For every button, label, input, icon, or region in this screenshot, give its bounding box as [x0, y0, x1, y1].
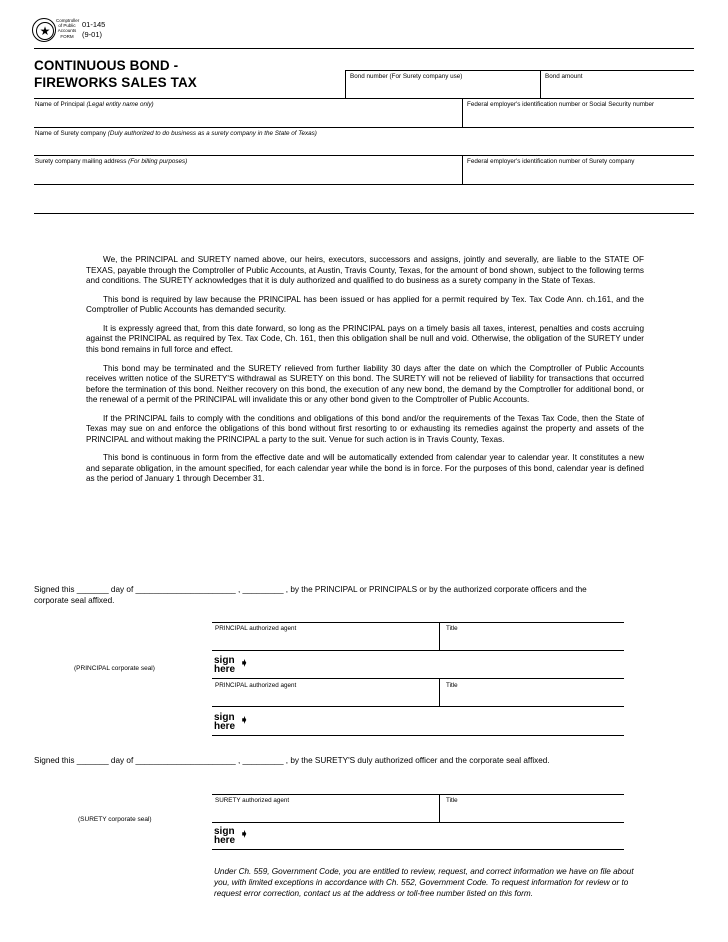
principal-title-field-2[interactable]: Title: [446, 682, 458, 689]
bond-terms: [86, 255, 644, 493]
terms-paragraph: If the PRINCIPAL fails to comply with the conditions and obligations of this bond and/or the requirements of the Texas Tax Code, then the State of Texas may sue on and enforce the obligations of this bond without first resorting to or exhausting its remedies against the property and assets of the PRINCIPAL and without making the PRINCIPAL a party to the suit. Venue for such action is in Travis County, Texas.: [86, 413, 644, 444]
surety-name-field[interactable]: Name of Surety company (Duly authorized to do business as a surety company in the State of Texas): [35, 130, 317, 137]
sign-here-marker: sign here ➧: [214, 712, 249, 732]
top-rule: [34, 48, 694, 49]
state-seal: [32, 18, 56, 42]
form-title: CONTINUOUS BOND - FIREWORKS SALES TAX: [34, 58, 197, 90]
principal-agent-field[interactable]: PRINCIPAL authorized agent: [215, 625, 297, 632]
terms-paragraph: This bond is required by law because the PRINCIPAL has been issued or has applied for a permit required by Tex. Tax Code Ann. ch.161, and the Comptroller of Public Accounts has demanded security.: [86, 294, 644, 315]
principal-name-field[interactable]: Name of Principal (Legal entity name only): [35, 101, 154, 108]
arrow-right-icon: ➧: [240, 829, 249, 840]
privacy-notice: Under Ch. 559, Government Code, you are entitled to review, request, and correct information we have on file about you, with limited exceptions in accordance with Ch. 552, Government Code. To request information for review or to request error correction, contact us at the address or toll-free number listed on this form.: [214, 867, 634, 898]
form-number: 01-145 (9-01): [82, 20, 106, 39]
sign-here-marker: sign here ➧: [214, 655, 249, 675]
arrow-right-icon: ➧: [240, 715, 249, 726]
agency-name: Comptroller of Public Accounts FORM: [56, 18, 80, 39]
surety-seal-label: (SURETY corporate seal): [78, 816, 152, 823]
principal-agent-field-2[interactable]: PRINCIPAL authorized agent: [215, 682, 297, 689]
terms-paragraph: This bond is continuous in form from the effective date and will be automatically extended from calendar year to calendar year. It constitutes a new and separate obligation, in the amount specified, for each calendar year while the bond is in force. For the purposes of this bond, calendar year is defined as the period of January 1 through December 31.: [86, 453, 644, 484]
surety-address-field[interactable]: Surety company mailing address (For billing purposes): [35, 158, 188, 165]
surety-signature-line[interactable]: [212, 849, 624, 850]
address-line-2[interactable]: [34, 213, 694, 214]
terms-paragraph: This bond may be terminated and the SURETY relieved from further liability 30 days after the date on which the Comptroller of Public Accounts receives written notice of the SURETY'S withdrawal as SURETY on this bond. The SURETY will not be relieved of liability for transactions that occurred before the termination of this bond. Neither recovery on this bond, the execution of any new bond, the demand by the Comptroller for additional bond, or the renewal of a permit of the PRINCIPAL will invalidate this or any other bond given to the Comptroller of Public Accounts.: [86, 363, 644, 405]
principal-seal-label: (PRINCIPAL corporate seal): [74, 665, 155, 672]
principal-signed-line[interactable]: Signed this _______ day of ______________________ , _________ , by the PRINCIPAL or PRINCIPALS or by the authorized corporate officers and the: [34, 585, 587, 594]
principal-title-field[interactable]: Title: [446, 625, 458, 632]
principal-signed-cont: corporate seal affixed.: [34, 596, 115, 605]
surety-title-field[interactable]: Title: [446, 797, 458, 804]
bond-number-field[interactable]: Bond number (For Surety company use): [350, 73, 463, 80]
surety-fein-field[interactable]: Federal employer's identification number of Surety company: [467, 158, 635, 165]
surety-signed-line[interactable]: Signed this _______ day of ______________________ , _________ , by the SURETY'S duly authorized officer and the corporate seal affixed.: [34, 756, 550, 765]
terms-paragraph: We, the PRINCIPAL and SURETY named above, our heirs, executors, successors and assigns, jointly and severally, are liable to the STATE OF TEXAS, payable through the Comptroller of Public Accounts, at Austin, Travis County, Texas, for the amount of bond shown, subject to the following terms and conditions. The SURETY acknowledges that it is duly authorized and qualified to do business as a surety company in the State of Texas.: [86, 255, 644, 285]
arrow-right-icon: ➧: [240, 658, 249, 669]
sign-here-marker: sign here ➧: [214, 826, 249, 846]
star-icon: ★: [36, 22, 54, 40]
principal-fein-field[interactable]: Federal employer's identification number or Social Security number: [467, 101, 655, 108]
bond-amount-field[interactable]: Bond amount: [545, 73, 583, 80]
principal-signature-line-2[interactable]: [212, 735, 624, 736]
bond-row-rule: [345, 70, 694, 71]
surety-agent-field[interactable]: SURETY authorized agent: [215, 797, 290, 804]
principal-signature-line[interactable]: [212, 678, 624, 679]
terms-paragraph: It is expressly agreed that, from this date forward, so long as the PRINCIPAL pays on a timely basis all taxes, interest, penalties and costs accruing against the PRINCIPAL as required by Tex. Tax Code, Ch. 161, then this obligation shall be null and void. Otherwise, the obligation of the SURETY under this bond remains in full force and effect.: [86, 323, 644, 354]
